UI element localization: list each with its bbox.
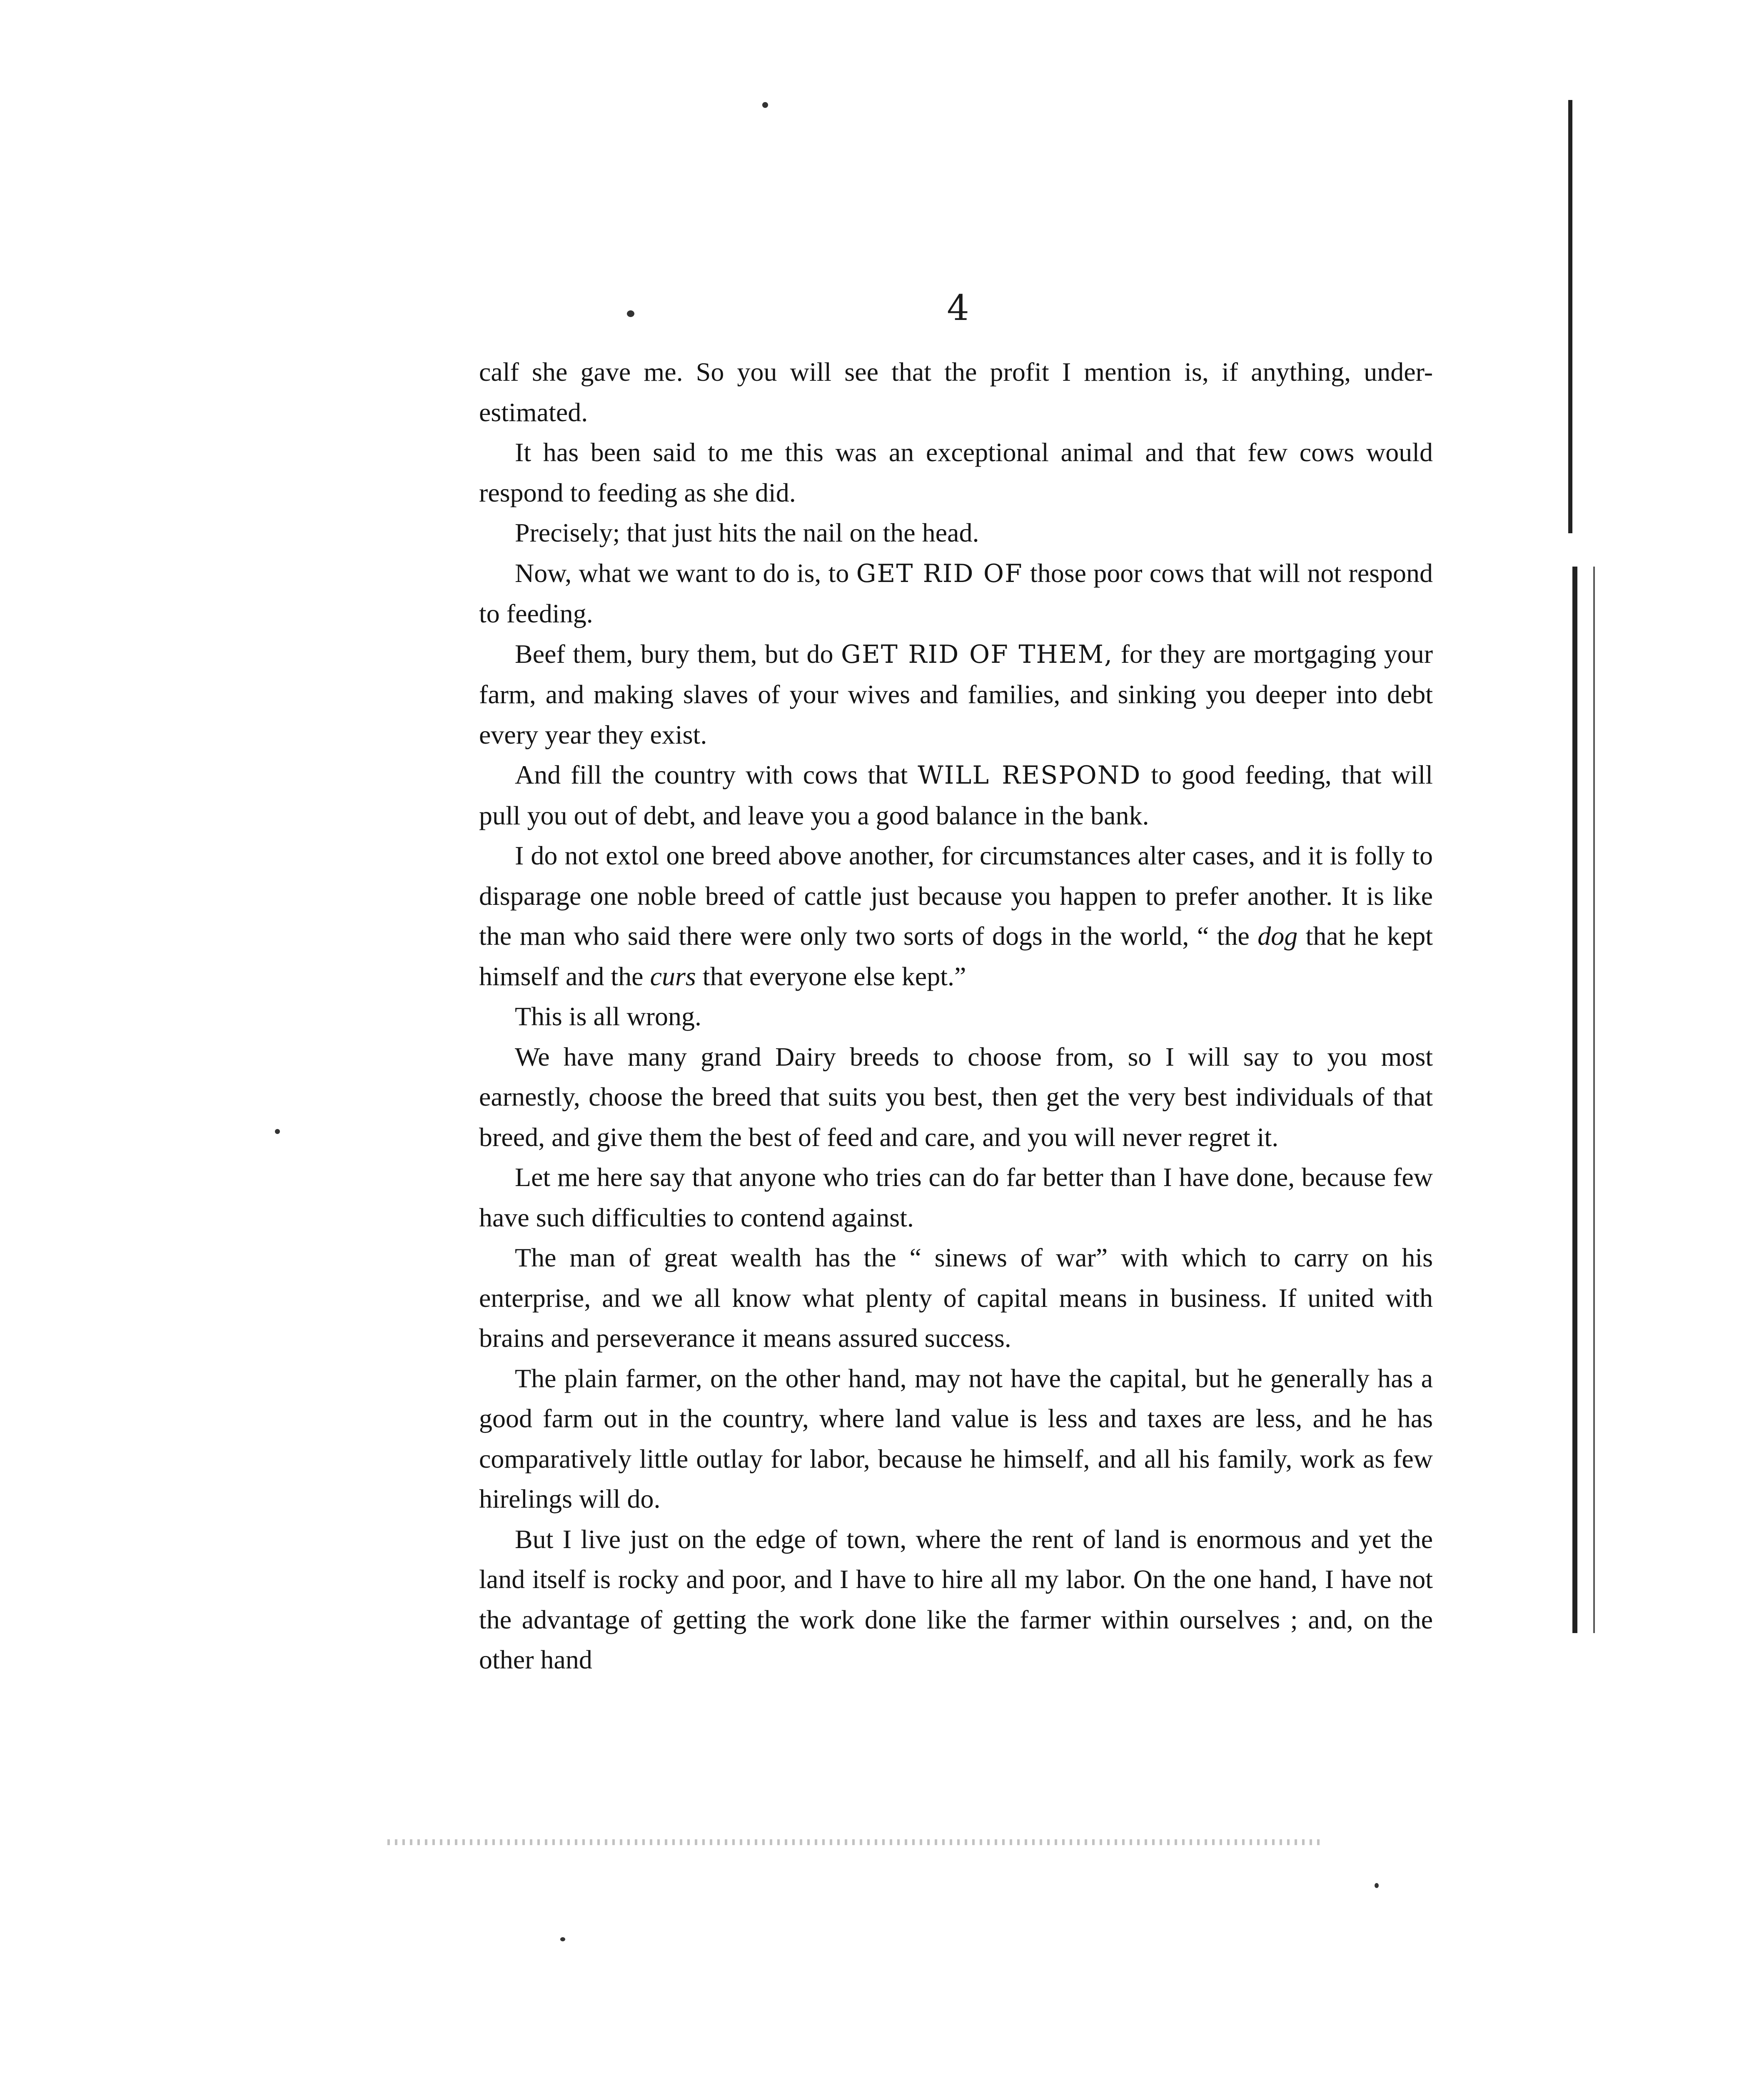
paragraph bbox=[479, 553, 1433, 634]
emphasis-caps-text: WILL RESPOND bbox=[918, 761, 1141, 790]
emphasis-caps-text: GET RID OF THEM, bbox=[841, 639, 1113, 669]
paragraph bbox=[479, 432, 1433, 513]
text-run: I do not extol one breed above another, for circumstances alter cases, and it is folly to disparage one noble breed of cattle just because you happen to prefer another. It is like the man who said there were only two sorts of dogs in the world, “ the bbox=[479, 841, 1433, 951]
body-text bbox=[479, 352, 1433, 1680]
text-run: But I live just on the edge of town, where the rent of land is enormous and yet the land itself is rocky and poor, and I have to hire all my labor. On the one hand, I have not the advantage of getting the work done like the farmer within ourselves ; and, on the other hand bbox=[479, 1524, 1433, 1674]
margin-rule-lower bbox=[1572, 567, 1577, 1633]
text-run: Now, what we want to do is, to bbox=[515, 558, 856, 588]
text-run: Beef them, bury them, but do bbox=[515, 639, 841, 669]
text-run: The man of great wealth has the “ sinews of war” with which to carry on his enterprise, and we all know what plenty of capital means in business. If united with brains and perseverance it means assured success. bbox=[479, 1243, 1433, 1353]
text-run: The plain farmer, on the other hand, may not have the capital, but he generally has a good farm out in the country, where land value is less and taxes are less, and he has comparatively little outlay for labor, because he himself, and all his family, work as few hirelings will do. bbox=[479, 1363, 1433, 1514]
paragraph bbox=[479, 1359, 1433, 1519]
show-through-line bbox=[387, 1839, 1325, 1845]
scan-speck bbox=[1375, 1883, 1379, 1888]
paragraph bbox=[479, 1157, 1433, 1238]
page-number: 4 bbox=[947, 287, 969, 328]
italic-text: dog bbox=[1258, 921, 1298, 951]
paragraph bbox=[479, 1238, 1433, 1359]
italic-text: curs bbox=[650, 961, 696, 991]
paragraph bbox=[479, 997, 1433, 1037]
text-run: And fill the country with cows that bbox=[515, 760, 918, 789]
margin-rule-thin bbox=[1593, 567, 1595, 1633]
paragraph bbox=[479, 755, 1433, 836]
text-run: calf she gave me. So you will see that the profit I mention is, if anything, under-estimated. bbox=[479, 357, 1433, 427]
text-run: those poor cows that will not respond to feeding. bbox=[479, 558, 1433, 628]
scan-speck bbox=[627, 310, 634, 317]
text-run: Let me here say that anyone who tries can do far better than I have done, because few have such difficulties to contend against. bbox=[479, 1162, 1433, 1232]
paragraph bbox=[479, 352, 1433, 432]
paragraph bbox=[479, 1519, 1433, 1680]
text-run: that everyone else kept.” bbox=[696, 961, 966, 991]
paragraph bbox=[479, 513, 1433, 553]
text-run: for they are mortgaging your farm, and making slaves of your wives and families, and sinking you deeper into debt every year they exist. bbox=[479, 639, 1433, 749]
paragraph bbox=[479, 1037, 1433, 1158]
text-run: Precisely; that just hits the nail on the head. bbox=[515, 518, 979, 547]
emphasis-caps-text: GET RID OF bbox=[856, 559, 1023, 588]
text-run: We have many grand Dairy breeds to choose from, so I will say to you most earnestly, choose the breed that suits you best, then get the very best individuals of that breed, and give them the best of feed and care, and you will never regret it. bbox=[479, 1042, 1433, 1152]
margin-rule-upper bbox=[1568, 100, 1572, 533]
text-run: This is all wrong. bbox=[515, 1002, 701, 1031]
paragraph bbox=[479, 836, 1433, 997]
scan-speck bbox=[275, 1129, 280, 1134]
text-run: It has been said to me this was an exceptional animal and that few cows would respond to feeding as she did. bbox=[479, 437, 1433, 507]
scan-speck bbox=[560, 1937, 565, 1941]
text-run: that he kept himself and the bbox=[479, 921, 1433, 991]
text-run: to good feeding, that will pull you out of debt, and leave you a good balance in the bank. bbox=[479, 760, 1433, 830]
scan-speck bbox=[762, 102, 768, 108]
paragraph bbox=[479, 634, 1433, 755]
